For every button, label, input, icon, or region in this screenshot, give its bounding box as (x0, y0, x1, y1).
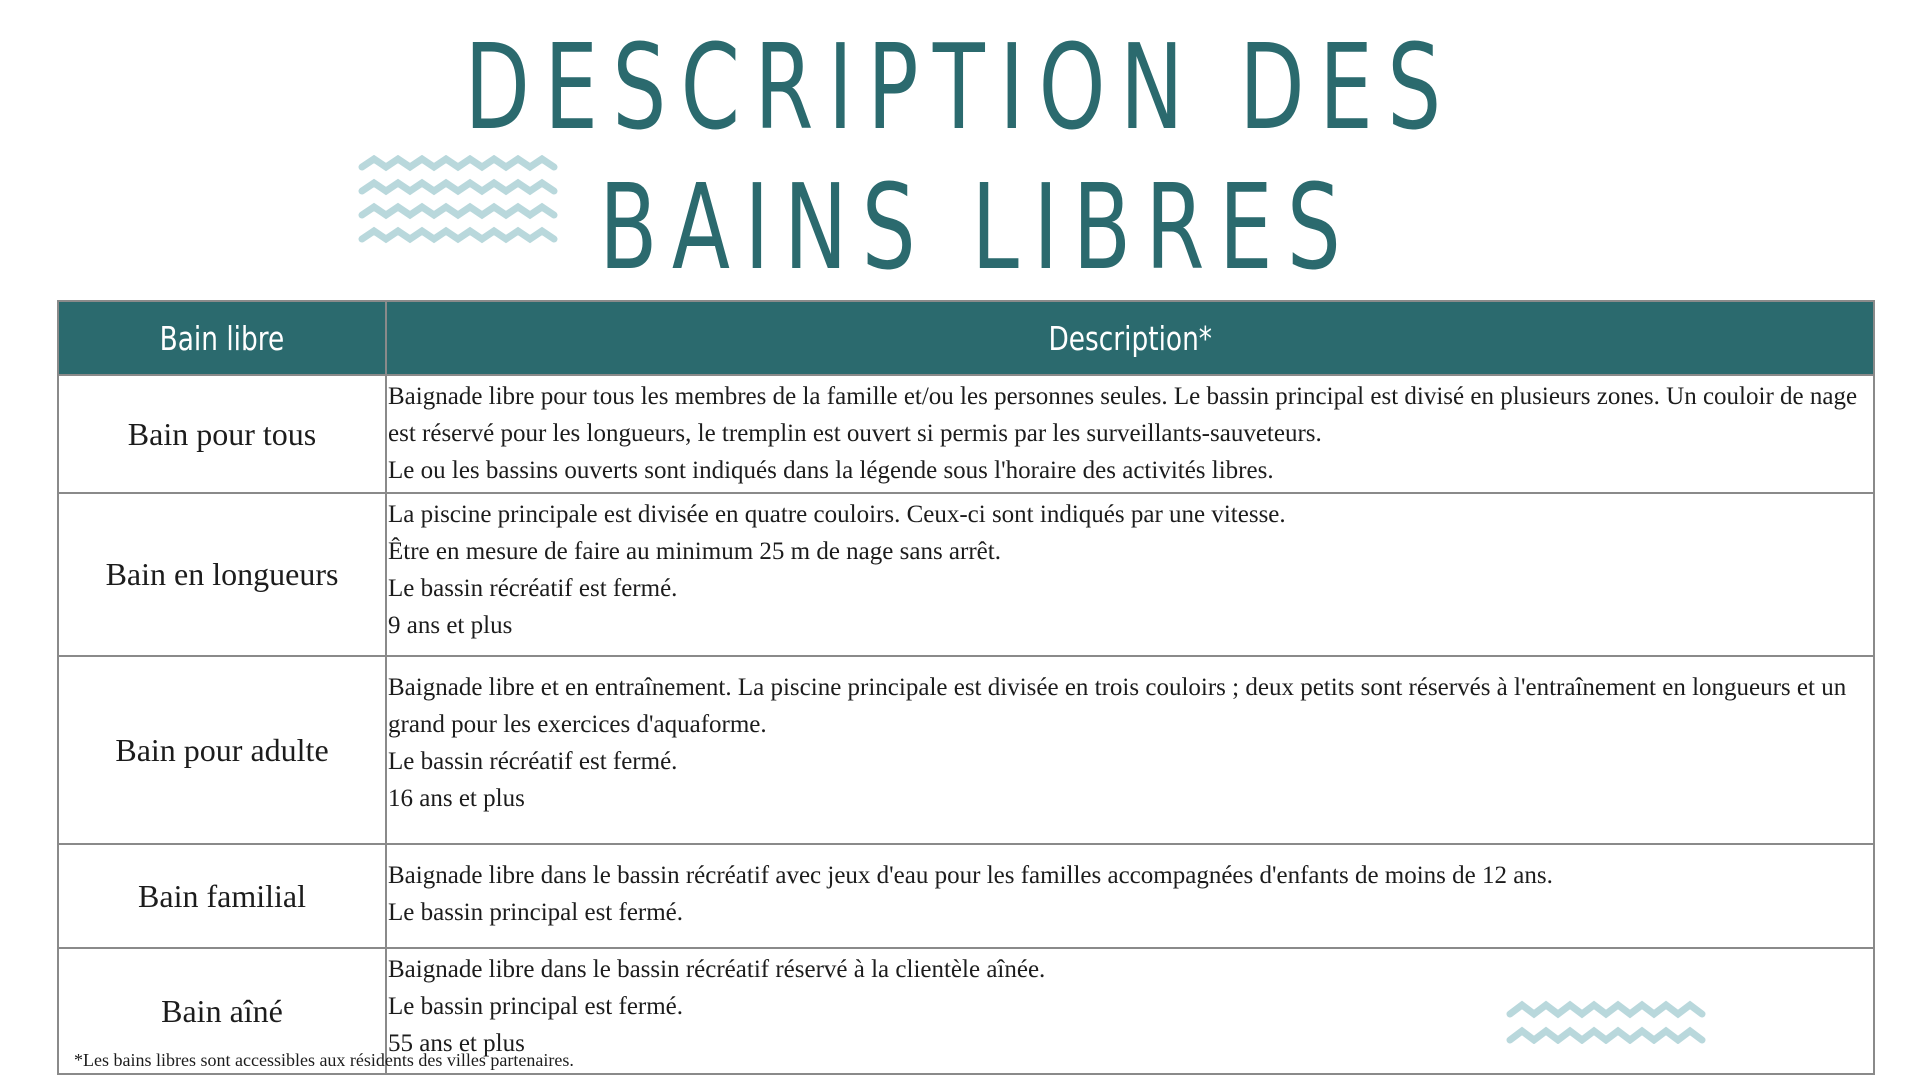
table-row (58, 493, 1874, 656)
bain-description (386, 493, 1874, 656)
page-title-line-2: BAINS LIBRES (599, 158, 1356, 296)
description-line: 55 ans et plus (388, 1030, 525, 1057)
description-line: Baignade libre et en entraînement. La piscine principale est divisée en trois couloirs ; deux petits sont réservés à l'entraînement en longueurs et un grand pour les exercices d'aquaforme. (388, 674, 1847, 738)
table-row (58, 844, 1874, 948)
bains-table (57, 300, 1875, 1075)
table-row (58, 656, 1874, 844)
column-header-bain-libre: Bain libre (58, 301, 386, 375)
bain-description (386, 375, 1874, 493)
bain-description (386, 844, 1874, 948)
bain-name: Bain pour tous (58, 375, 386, 493)
description-line: 9 ans et plus (388, 612, 513, 639)
bain-name: Bain aîné (58, 948, 386, 1074)
page-title-line-1: DESCRIPTION DES (464, 18, 1456, 156)
waves-icon (1506, 1000, 1710, 1044)
description-line: Le bassin récréatif est fermé. (388, 748, 678, 775)
description-line: La piscine principale est divisée en quatre couloirs. Ceux-ci sont indiqués par une vitesse. (388, 501, 1286, 528)
column-header-description: Description* (386, 301, 1874, 375)
description-line: Le ou les bassins ouverts sont indiqués dans la légende sous l'horaire des activités libres. (388, 457, 1274, 484)
description-line: Baignade libre dans le bassin récréatif avec jeux d'eau pour les familles accompagnées d'enfants de moins de 12 ans. (388, 862, 1553, 889)
bain-name: Bain en longueurs (58, 493, 386, 656)
bain-name: Bain pour adulte (58, 656, 386, 844)
waves-icon (358, 155, 560, 247)
description-line: Le bassin principal est fermé. (388, 899, 684, 926)
table-row (58, 375, 1874, 493)
description-line: 16 ans et plus (388, 785, 525, 812)
table-header-row (58, 301, 1874, 375)
description-line: Le bassin récréatif est fermé. (388, 575, 678, 602)
bain-name: Bain familial (58, 844, 386, 948)
description-line: Être en mesure de faire au minimum 25 m de nage sans arrêt. (388, 538, 1001, 565)
footnote: *Les bains libres sont accessibles aux résidents des villes partenaires. (74, 1050, 574, 1070)
description-line: Baignade libre dans le bassin récréatif réservé à la clientèle aînée. (388, 956, 1046, 983)
description-line: Le bassin principal est fermé. (388, 993, 684, 1020)
description-line: Baignade libre pour tous les membres de la famille et/ou les personnes seules. Le bassin principal est divisé en plusieurs zones. Un couloir de nage est réservé pour les longueurs, le tremplin est ouvert si permis par les surveillants-sauveteurs. (388, 383, 1858, 447)
bain-description (386, 656, 1874, 844)
